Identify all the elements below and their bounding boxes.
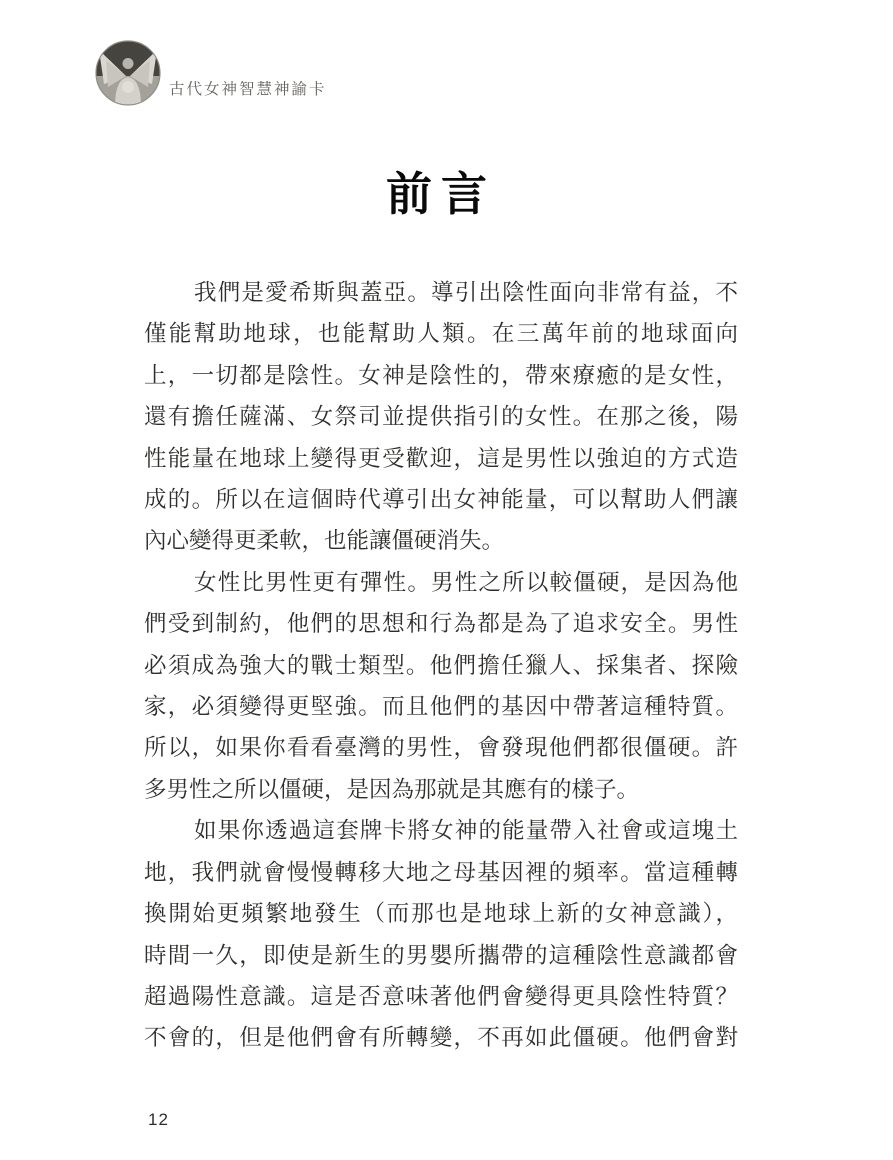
page-number: 12 <box>148 1110 169 1129</box>
body-text <box>144 272 738 1059</box>
text-line: 女性比男性更有彈性。男性之所以較僵硬，是因為他 <box>194 569 738 595</box>
text-line: 必須成為強大的戰士類型。他們擔任獵人、採集者、探險 <box>144 652 738 678</box>
text-line: 內心變得更柔軟，也能讓僵硬消失。 <box>144 528 505 554</box>
text-line: 超過陽性意識。這是否意味著他們會變得更具陰性特質？ <box>144 983 738 1009</box>
winged-goddess-icon <box>95 40 161 106</box>
text-line: 成的。所以在這個時代導引出女神能量，可以幫助人們讓 <box>144 487 738 513</box>
text-line: 所以，如果你看看臺灣的男性，會發現他們都很僵硬。許 <box>144 735 738 761</box>
text-line: 多男性之所以僵硬，是因為那就是其應有的樣子。 <box>144 776 640 802</box>
text-line: 還有擔任薩滿、女祭司並提供指引的女性。在那之後，陽 <box>144 404 738 430</box>
text-line: 上，一切都是陰性。女神是陰性的，帶來療癒的是女性， <box>144 362 738 388</box>
text-line: 們受到制約，他們的思想和行為都是為了追求安全。男性 <box>144 611 738 637</box>
text-line: 換開始更頻繁地發生（而那也是地球上新的女神意識）， <box>144 901 738 927</box>
text-line: 時間一久，即使是新生的男嬰所攜帶的這種陰性意識都會 <box>144 942 738 968</box>
text-line: 不會的，但是他們會有所轉變，不再如此僵硬。他們會對 <box>144 1025 738 1051</box>
text-line: 如果你透過這套牌卡將女神的能量帶入社會或這塊土 <box>194 818 738 844</box>
chapter-title: 前言 <box>386 169 496 220</box>
text-line: 地，我們就會慢慢轉移大地之母基因裡的頻率。當這種轉 <box>144 859 738 885</box>
series-title: 古代女神智慧神諭卡 <box>169 81 327 98</box>
page-header <box>95 40 327 106</box>
text-line: 我們是愛希斯與蓋亞。導引出陰性面向非常有益，不 <box>194 280 738 305</box>
text-line: 性能量在地球上變得更受歡迎，這是男性以強迫的方式造 <box>144 445 738 471</box>
text-line: 家，必須變得更堅強。而且他們的基因中帶著這種特質。 <box>144 694 738 720</box>
text-line: 僅能幫助地球，也能幫助人類。在三萬年前的地球面向 <box>144 321 738 347</box>
